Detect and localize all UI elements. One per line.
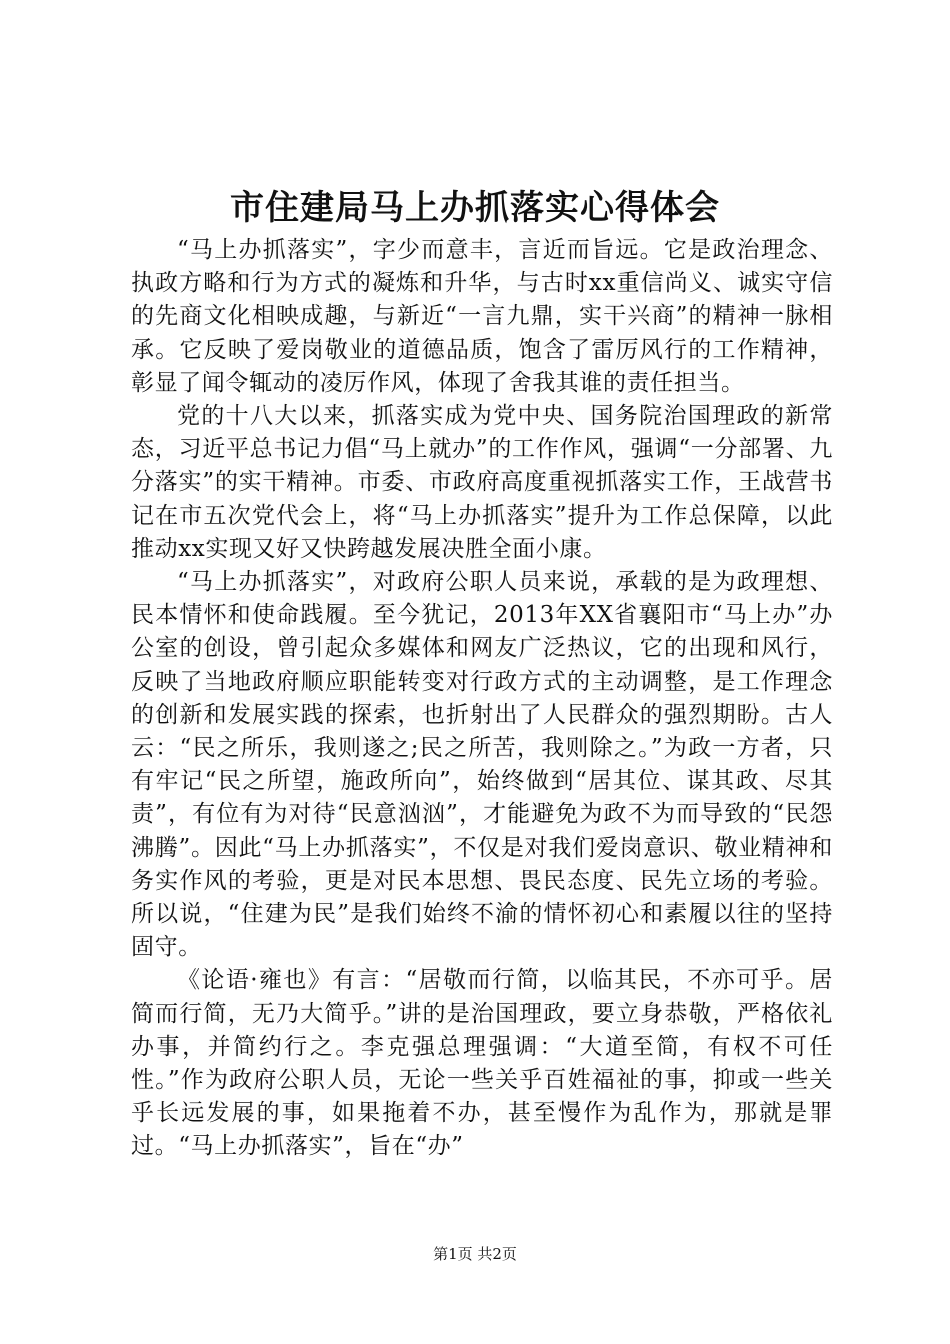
paragraph-3: “马上办抓落实”，对政府公职人员来说，承载的是为政理想、民本情怀和使命践履。至今犹记，2013年XX省襄阳市“马上办”办公室的创设，曾引起众多媒体和网友广泛热议，它的出现和风行，反映了当地政府顺应职能转变对行政方式的主动调整，是工作理念的创新和发展实践的探索，也折射出了人民群众的强烈期盼。古人云：“民之所乐，我则遂之;民之所苦，我则除之。”为政一方者，只有牢记“民之所望，施政所向”，始终做到“居其位、谋其政、尽其责”，有位有为对待“民意汹汹”，才能避免为政不为而导致的“民怨沸腾”。因此“马上办抓落实”，不仅是对我们爱岗意识、敬业精神和务实作风的考验，更是对民本思想、畏民态度、民先立场的考验。所以说，“住建为民”是我们始终不渝的情怀初心和素履以往的坚持固守。 [131,569,833,961]
document-title: 市住建局马上办抓落实心得体会 [230,188,720,228]
paragraph-4: 《论语·雍也》有言：“居敬而行简，以临其民，不亦可乎。居简而行简，无乃大简乎。”讲的是治国理政，要立身恭敬，严格依礼办事，并简约行之。李克强总理强调：“大道至简，有权不可任性。”作为政府公职人员，无论一些关乎百姓福祉的事，抑或一些关乎长远发展的事，如果拖着不办，甚至慢作为乱作为，那就是罪过。“马上办抓落实”，旨在“办” [131,967,833,1160]
page-number-footer: 第1页 共2页 [433,1245,517,1263]
paragraph-2: 党的十八大以来，抓落实成为党中央、国务院治国理政的新常态，习近平总书记力倡“马上就办”的工作作风，强调“一分部署、九分落实”的实干精神。市委、市政府高度重视抓落实工作，王战营书记在市五次党代会上，将“马上办抓落实”提升为工作总保障，以此推动xx实现又好又快跨越发展决胜全面小康。 [131,403,833,562]
document-body [131,234,833,1164]
paragraph-1: “马上办抓落实”，字少而意丰，言近而旨远。它是政治理念、执政方略和行为方式的凝炼和升华，与古时xx重信尚义、诚实守信的先商文化相映成趣，与新近“一言九鼎，实干兴商”的精神一脉相承。它反映了爱岗敬业的道德品质，饱含了雷厉风行的工作精神，彰显了闻令辄动的凌厉作风，体现了舍我其谁的责任担当。 [131,237,833,396]
